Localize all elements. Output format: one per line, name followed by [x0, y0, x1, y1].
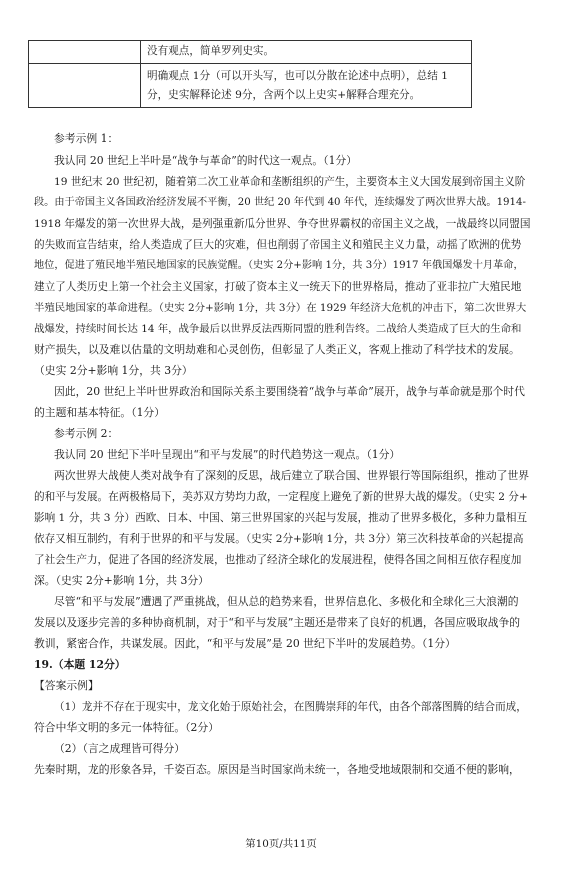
- paragraph-line: 战爆发，持续时间长达 14 年，战争最后以世界反法西斯同盟的胜利告终。二战给人类造成了巨大的生命和: [34, 323, 522, 335]
- rubric-level-text: [141, 64, 472, 108]
- paragraph-line: （史实 2分+影响 1分，共 3分）: [34, 364, 193, 377]
- paragraph-line: 的和平与发展。在两极格局下，美苏双方势均力敌，一定程度上避免了新的世界大战的爆发。（史实 2 分+: [34, 491, 528, 503]
- paragraph-line: 了社会生产力，促进了各国的经济发展，也推动了经济全球化的发展进程，使得各国之间相互依存程度加: [34, 554, 522, 566]
- rubric-row2-line2: 分，史实解释论述 9分，含两个以上史实+解释合理充分。: [147, 89, 421, 101]
- example2-thesis: 我认同 20 世纪下半叶呈现出“和平与发展”的时代趋势这一观点。（1分）: [54, 448, 401, 461]
- paragraph-line: 的主题和基本特征。（1分）: [34, 406, 166, 419]
- paragraph-line: 因此，20 世纪上半叶世界政治和国际关系主要围绕着“战争与革命”展开，战争与革命就是那个时代: [54, 385, 525, 398]
- paragraph-line: 的失败而宣告结束，给人类造成了巨大的灾难，但也削弱了帝国主义和殖民主义力量，动摇了欧洲的优势: [34, 239, 522, 251]
- paragraph-line: 地位，促进了殖民地半殖民地国家的民族觉醒。（史实 2分+影响 1分，共 3分）1917 年俄国爆发十月革命，: [34, 260, 524, 271]
- paragraph-line: 1918 年爆发的第一次世界大战，是列强重新瓜分世界、争夺世界霸权的帝国主义之战，一战最终以同盟国: [34, 218, 531, 230]
- example1-thesis: 我认同 20 世纪上半叶是“战争与革命”的时代这一观点。（1分）: [54, 154, 358, 167]
- paragraph-line: 财产损失，以及难以估量的文明劫难和心灵创伤，但彰显了人类正义，客观上推动了科学技术的发展。: [34, 343, 520, 356]
- paragraph-line: 符合中华文明的多元一体特征。（2分）: [34, 721, 220, 734]
- paragraph-line: 段。由于帝国主义各国政治经济发展不平衡，20 世纪 20 年代到 40 年代，连续爆发了两次世界大战。1914-: [34, 197, 526, 208]
- paragraph-line: 教训，紧密合作，共谋发展。因此，“和平与发展”是 20 世纪下半叶的发展趋势。（1分）: [34, 637, 456, 650]
- paragraph-line: 半殖民地国家的革命进程。（史实 2分+影响 1分，共 3分）在 1929 年经济大危机的冲击下，第二次世界大: [34, 302, 527, 314]
- paragraph-line: 19 世纪末 20 世纪初，随着第二次工业革命和垄断组织的产生，主要资本主义大国发展到帝国主义阶: [54, 176, 526, 188]
- example1-heading: 参考示例 1：: [54, 132, 119, 145]
- paragraph-line: （1）龙并不存在于现实中，龙文化始于原始社会，在图腾崇拜的年代，由各个部落图腾的结合而成，: [54, 701, 527, 713]
- paragraph-line: 依存又相互制约，有利于世界的和平与发展。（史实 2分+影响 1分，共 3分）第三次科技革命的兴起提高: [34, 533, 524, 545]
- rubric-blank-cell: [29, 41, 141, 64]
- paragraph-line: 建立了人类历史上第一个社会主义国家，打破了资本主义一统天下的世界格局，推动了亚非拉广大殖民地: [34, 281, 522, 293]
- paragraph-line: 发展以及逐步完善的多种协商机制，对于“和平与发展”主题还是带来了良好的机遇，各国应吸取战争的: [34, 616, 521, 629]
- rubric-row1-text: 没有观点，简单罗列史实。: [147, 45, 275, 57]
- rubric-level-text: [141, 41, 472, 64]
- answer-example-heading: 【答案示例】: [34, 679, 99, 692]
- question-19-heading: 19.（本题 12分）: [34, 658, 126, 671]
- paragraph-line: 两次世界大战使人类对战争有了深刻的反思，战后建立了联合国、世界银行等国际组织，推动了世界: [54, 469, 530, 482]
- page-footer: 第10页/共11页: [245, 838, 317, 850]
- example2-heading: 参考示例 2：: [54, 427, 119, 440]
- paragraph-line: 影响 1 分，共 3 分）西欧、日本、中国、第三世界国家的兴起与发展，推动了世界多极化，多种力量相互: [34, 512, 528, 524]
- paragraph-line: 尽管“和平与发展”遭遇了严重挑战，但从总的趋势来看，世界信息化、多极化和全球化三大浪潮的: [54, 595, 519, 608]
- rubric-blank-cell: [29, 64, 141, 108]
- paragraph-line: 先秦时期，龙的形象各异，千姿百态。原因是当时国家尚未统一，各地受地域限制和交通不便的影响，: [34, 763, 520, 776]
- rubric-row2-line1: 明确观点 1分（可以开头写，也可以分散在论述中点明），总结 1: [147, 70, 448, 82]
- paragraph-line: （2）（言之成理皆可得分）: [54, 742, 186, 755]
- paragraph-line: 深。（史实 2分+影响 1分，共 3分）: [34, 574, 209, 587]
- rubric-table: [28, 40, 472, 108]
